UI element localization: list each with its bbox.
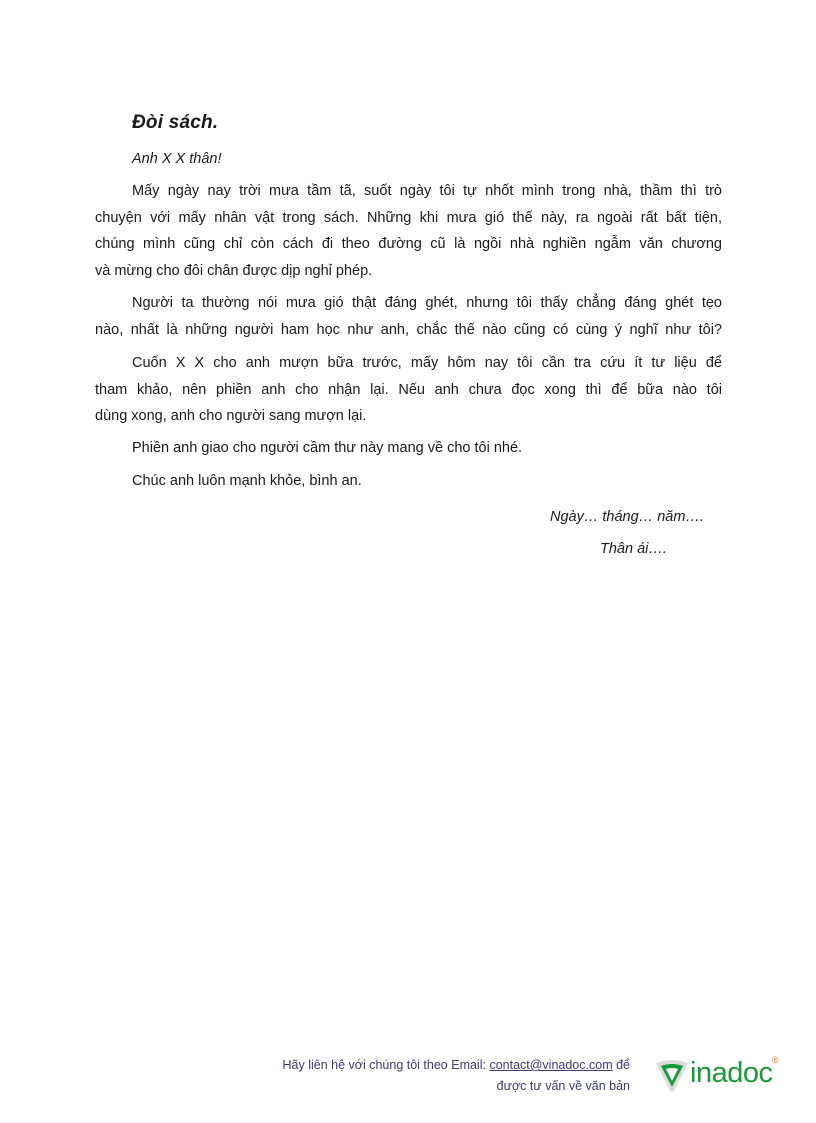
paragraph-line: Cuốn X X cho anh mượn bữa trước, mấy hôm nay tôi cần tra cứu ít tư liệu để bbox=[132, 355, 722, 371]
contact-email-link[interactable]: contact@vinadoc.com bbox=[489, 1058, 613, 1072]
paragraph-line: Chúc anh luôn mạnh khỏe, bình an. bbox=[132, 473, 362, 489]
paragraph-1 bbox=[95, 178, 722, 284]
paragraph-line: dùng xong, anh cho người sang mượn lại. bbox=[95, 408, 367, 424]
paragraph-line: nào, nhất là những người ham học như anh, chắc thế nào cũng có cùng ý nghĩ như tôi? bbox=[95, 321, 722, 338]
footer-line-2: được tư vấn về văn bản bbox=[496, 1079, 630, 1093]
document-title: Đòi sách. bbox=[132, 112, 219, 133]
paragraph-line: chuyện với mấy nhân vật trong sách. Những khi mưa gió thế này, ra ngoài rất bất tiện, bbox=[95, 209, 722, 226]
paragraph-line: Người ta thường nói mưa gió thật đáng ghét, nhưng tôi thấy chẳng đáng ghét tẹo bbox=[132, 295, 722, 311]
footer-contact-suffix: để bbox=[612, 1058, 630, 1072]
paragraph-4 bbox=[132, 435, 722, 462]
footer-contact bbox=[250, 1055, 630, 1097]
greeting: Anh X X thân! bbox=[132, 151, 222, 167]
footer-contact-prefix: Hãy liên hệ với chúng tôi theo Email: bbox=[282, 1058, 490, 1072]
paragraph-line: Phiền anh giao cho người cầm thư này mang về cho tôi nhé. bbox=[132, 440, 523, 456]
paragraph-2 bbox=[95, 290, 722, 343]
paragraph-line: chúng mình cũng chỉ còn cách đi theo đường cũ là ngồi nhà nghiền ngẫm văn chương bbox=[95, 236, 722, 252]
closing: Thân ái…. bbox=[600, 541, 667, 557]
paragraph-3 bbox=[95, 350, 722, 430]
vinadoc-logo bbox=[652, 1055, 792, 1095]
logo-wordmark: inadoc bbox=[690, 1057, 773, 1089]
paragraph-5 bbox=[132, 468, 722, 495]
registered-mark: ® bbox=[772, 1055, 779, 1065]
paragraph-line: Mấy ngày nay trời mưa tầm tã, suốt ngày tôi tự nhốt mình trong nhà, thầm thì trò bbox=[132, 183, 722, 199]
paragraph-line: và mừng cho đôi chân được dịp nghỉ phép. bbox=[95, 262, 373, 279]
date-line: Ngày… tháng… năm…. bbox=[550, 509, 704, 525]
footer-line-1 bbox=[250, 1055, 630, 1076]
vinadoc-v-icon bbox=[652, 1055, 692, 1095]
paragraph-line: tham khảo, nên phiền anh cho nhận lại. Nếu anh chưa đọc xong thì để bữa nào tôi bbox=[95, 381, 722, 398]
